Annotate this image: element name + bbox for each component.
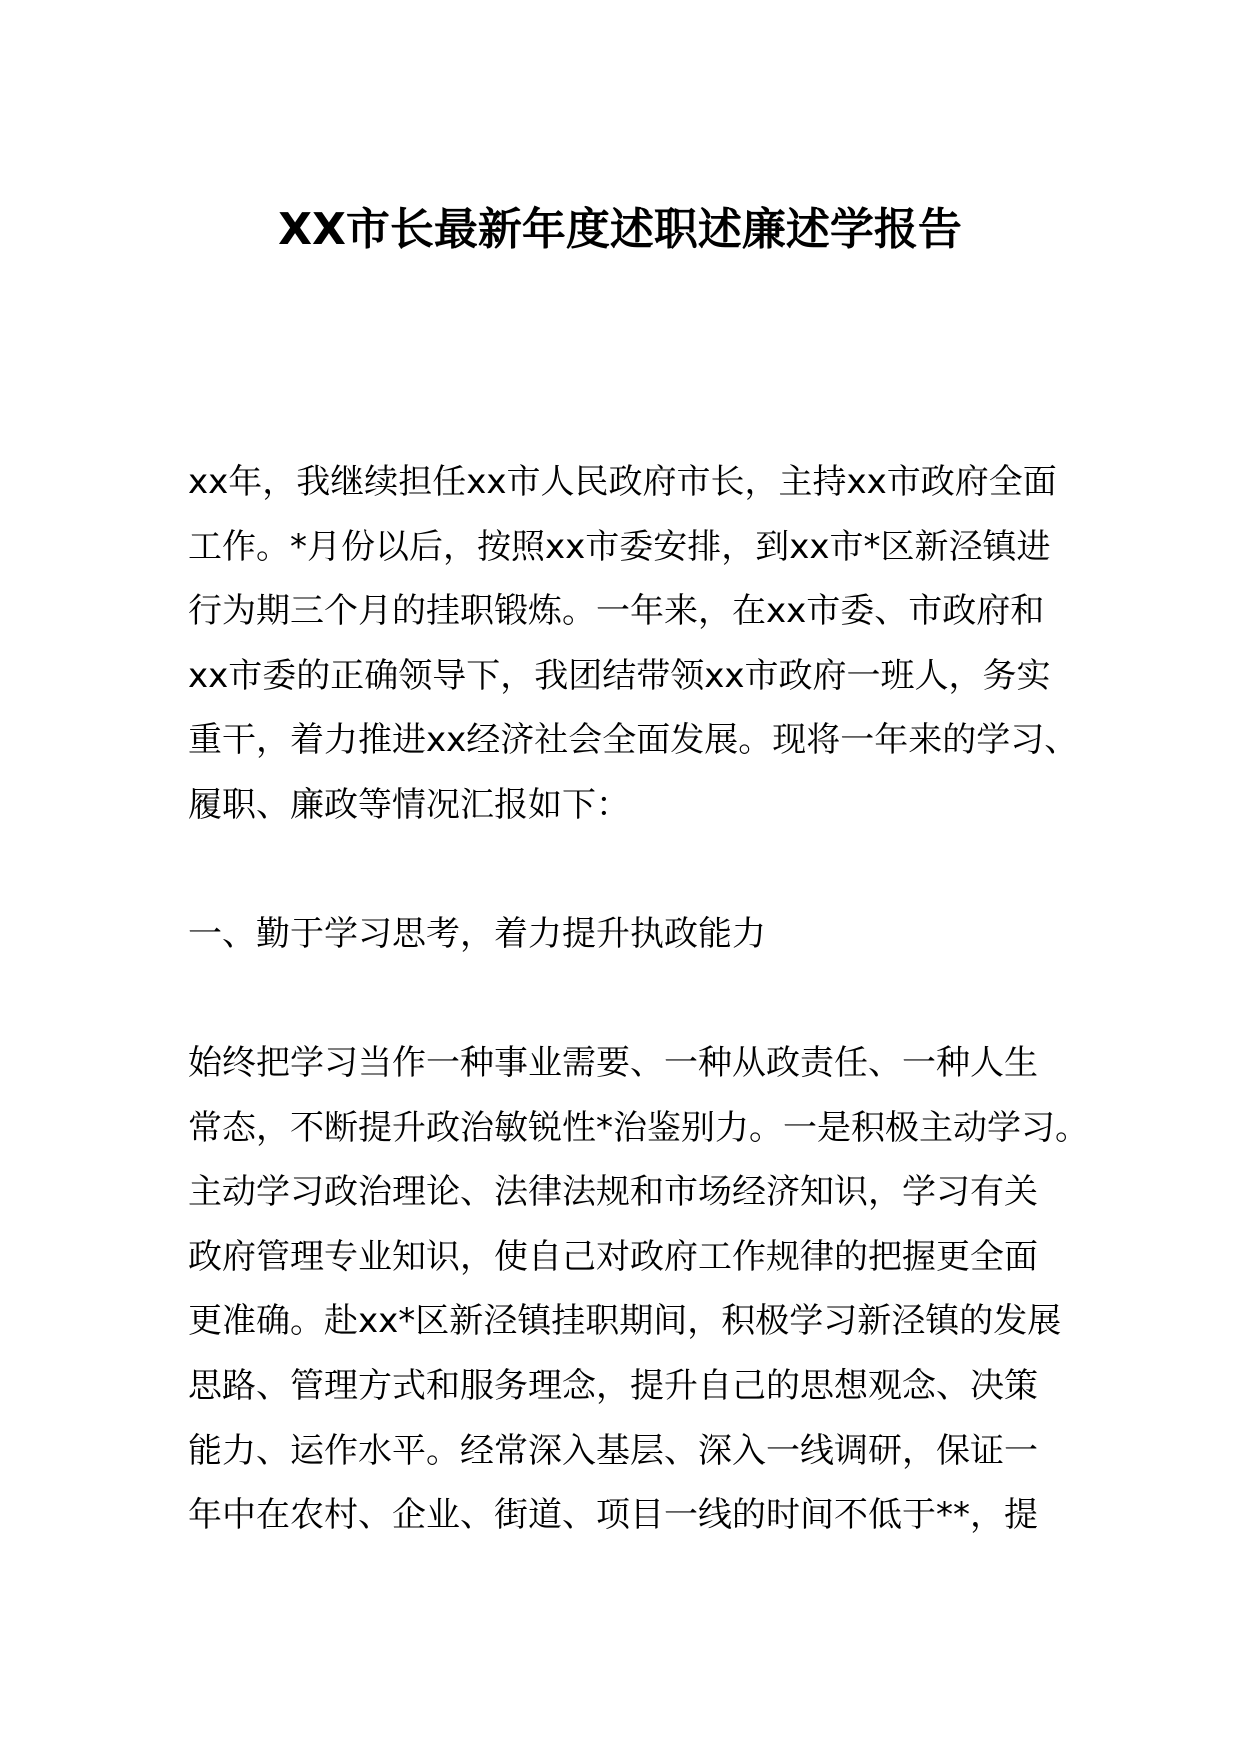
text-line: 始终把学习当作一种事业需要、一种从政责任、一种人生 (188, 1043, 1038, 1083)
text-line: 政府管理专业知识，使自己对政府工作规律的把握更全面 (188, 1236, 1038, 1277)
text-line: 能力、运作水平。经常深入基层、深入一线调研，保证一 (188, 1430, 1038, 1471)
section-heading-text: 一、勤于学习思考，着力提升执政能力 (188, 914, 766, 954)
text-line: 重干，着力推进xx经济社会全面发展。现将一年来的学习、 (188, 720, 1079, 761)
text-line: 更准确。赴xx*区新泾镇挂职期间，积极学习新泾镇的发展 (188, 1301, 1062, 1342)
text-line: 主动学习政治理论、法律法规和市场经济知识，学习有关 (188, 1172, 1038, 1213)
text-line: xx市委的正确领导下，我团结带领xx市政府一班人，务实 (188, 655, 1051, 696)
text-line: 履职、廉政等情况汇报如下： (188, 784, 630, 825)
text-line: xx年，我继续担任xx市人民政府市长，主持xx市政府全面 (188, 462, 1057, 502)
paragraph-intro (188, 450, 1078, 838)
text-line: 常态，不断提升政治敏锐性*治鉴别力。一是积极主动学习。 (188, 1107, 1089, 1148)
text-line: 思路、管理方式和服务理念，提升自己的思想观念、决策 (188, 1365, 1038, 1406)
text-line: 年中在农村、企业、街道、项目一线的时间不低于**，提 (188, 1495, 1038, 1536)
section-heading (188, 902, 1078, 967)
document-title: XX市长最新年度述职述廉述学报告 (278, 204, 962, 255)
text-line: 工作。*月份以后，按照xx市委安排，到xx市*区新泾镇进 (188, 526, 1051, 567)
paragraph-study (188, 1031, 1089, 1548)
text-line: 行为期三个月的挂职锻炼。一年来，在xx市委、市政府和 (188, 591, 1045, 632)
